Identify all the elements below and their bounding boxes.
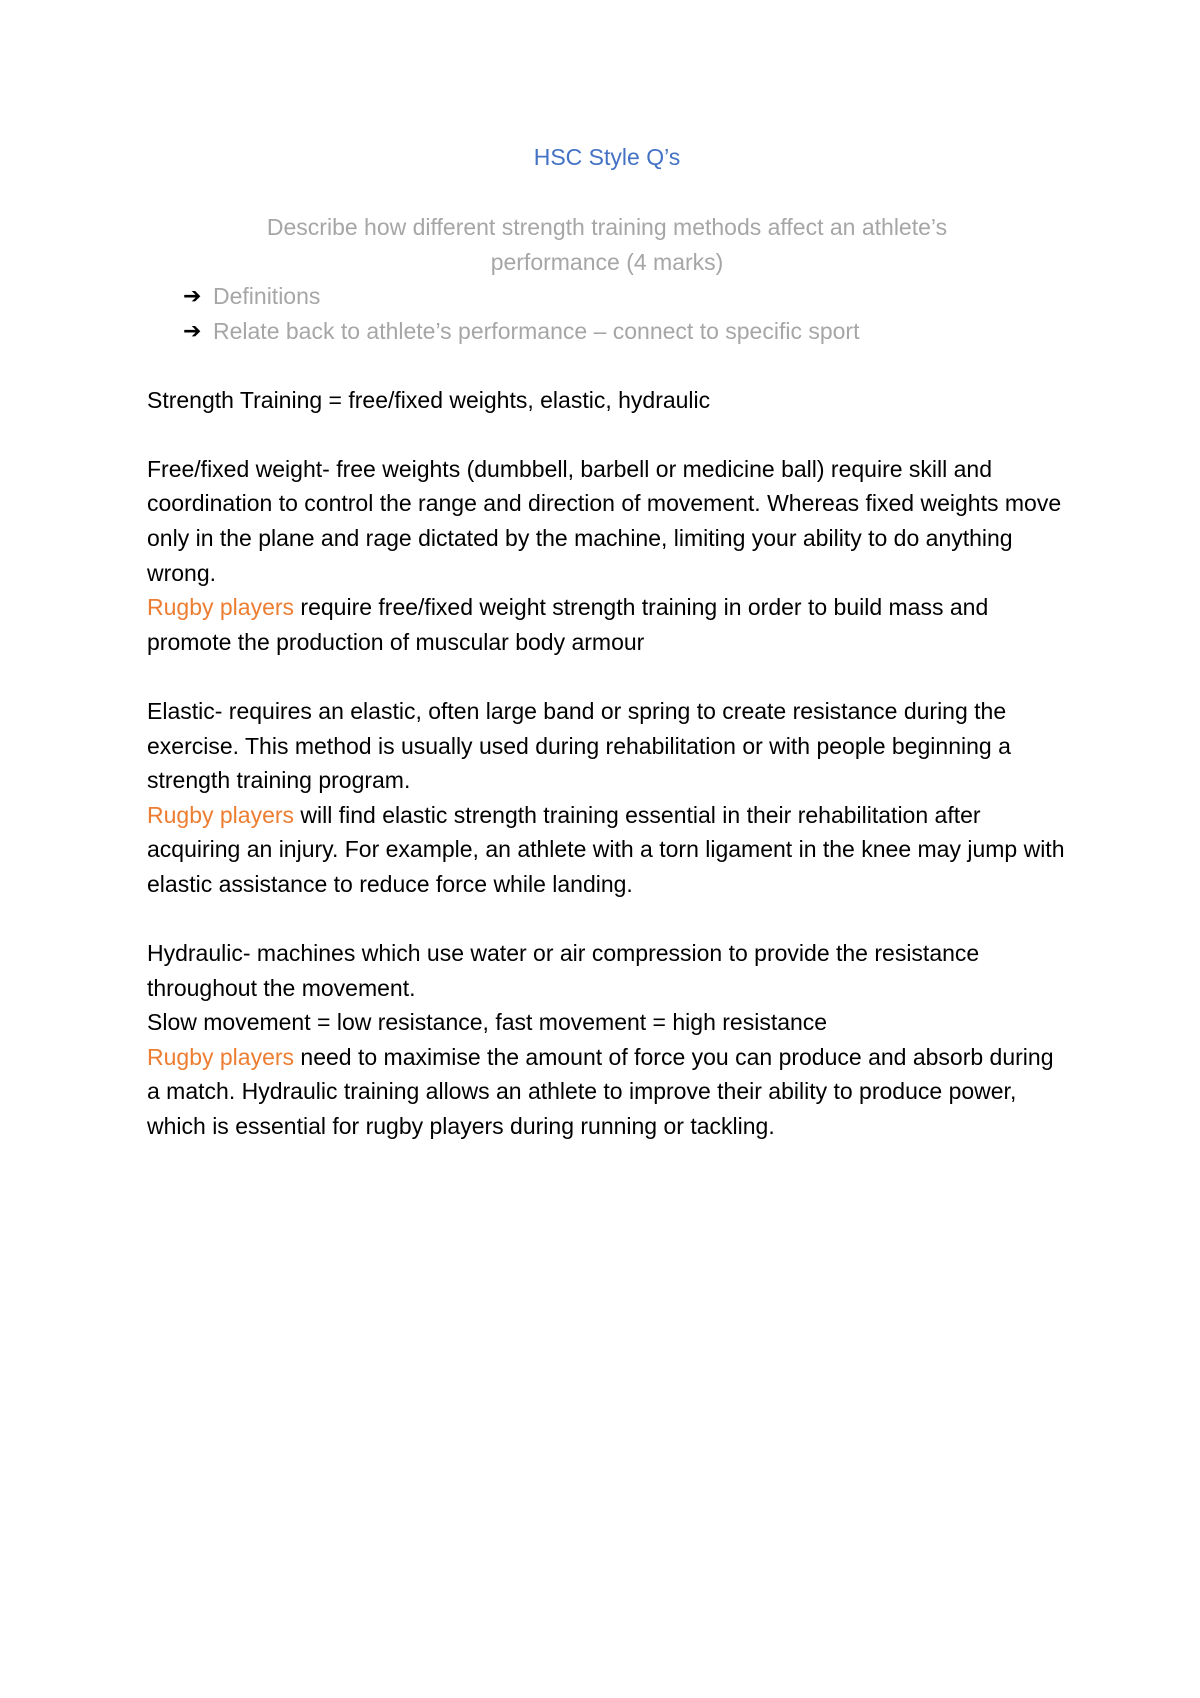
sport-text: will find elastic strength training essential in their rehabilitation after acquiring an injury. For example, an athlete with a torn ligament in the knee may jump with elastic assistance to reduce force while landing. — [147, 801, 1065, 897]
sport-highlight: Rugby players — [147, 594, 295, 621]
spacer — [147, 902, 1067, 937]
elastic-paragraph: Elastic- requires an elastic, often large band or spring to create resistance during the exercise. This method is usually used during rehabilitation or with people beginning a strength training program. — [147, 697, 1011, 794]
hydraulic-paragraph: Hydraulic- machines which use water or air compression to provide the resistance throughout the movement. — [147, 940, 980, 1001]
question-line-2: performance (4 marks) — [490, 248, 724, 275]
hint-item — [183, 314, 1067, 349]
spacer — [147, 348, 1067, 383]
sport-highlight: Rugby players — [147, 1043, 295, 1070]
sport-highlight: Rugby players — [147, 801, 295, 828]
page-title: HSC Style Q’s — [533, 144, 681, 170]
free-fixed-sport-paragraph — [147, 590, 1067, 659]
hint-text: Definitions — [213, 283, 321, 309]
spacer — [147, 417, 1067, 452]
sport-text: require free/fixed weight strength training in order to build mass and promote the production of muscular body armour — [147, 594, 989, 655]
elastic-sport-paragraph — [147, 798, 1067, 902]
hint-text: Relate back to athlete’s performance – connect to specific sport — [213, 317, 860, 344]
question-line-1: Describe how different strength training methods affect an athlete’s — [266, 214, 948, 240]
hint-item — [183, 279, 1067, 314]
free-fixed-paragraph: Free/fixed weight- free weights (dumbbell, barbell or medicine ball) require skill and coordination to control the range and direction of movement. Whereas fixed weights move only in the plane and rage dictated by the machine, limiting your ability to do anything wrong. — [147, 455, 1062, 586]
hint-list — [147, 279, 1067, 348]
sport-text: need to maximise the amount of force you can produce and absorb during a match. Hydraulic training allows an athlete to improve their ability to produce power, which is essential for rugby players during running or tackling. — [147, 1043, 1054, 1140]
intro-paragraph: Strength Training = free/fixed weights, elastic, hydraulic — [147, 386, 711, 413]
document-page — [147, 140, 1067, 1144]
arrow-right-icon: ➔ — [183, 317, 202, 343]
spacer — [147, 659, 1067, 694]
arrow-right-icon: ➔ — [183, 283, 202, 309]
hydraulic-speed-note: Slow movement = low resistance, fast movement = high resistance — [147, 1009, 828, 1036]
hydraulic-sport-paragraph — [147, 1040, 1067, 1144]
